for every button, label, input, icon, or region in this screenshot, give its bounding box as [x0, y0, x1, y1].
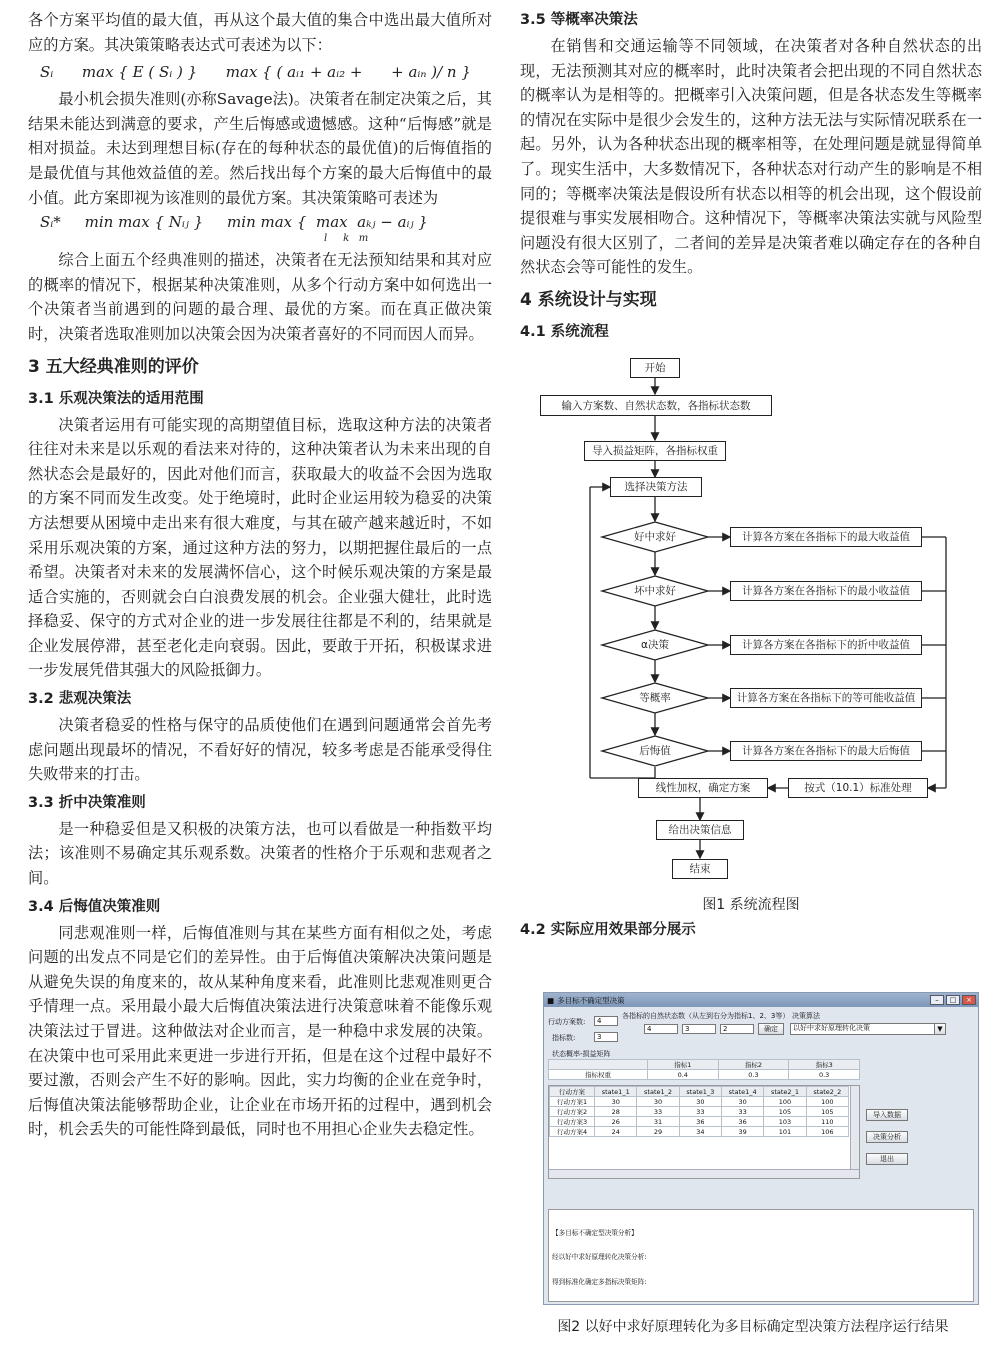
weight-table-row [549, 1070, 860, 1080]
matrix-cell[interactable]: 33 [722, 1107, 764, 1117]
matrix-vertical-scrollbar[interactable] [850, 1086, 859, 1170]
weight-cell[interactable]: 指标权重 [549, 1070, 648, 1080]
weight-cell[interactable]: 0.3 [718, 1070, 789, 1080]
matrix-cell[interactable]: 行动方案2 [550, 1107, 595, 1117]
flowchart-connectors [520, 350, 982, 890]
payoff-matrix-table [549, 1086, 849, 1137]
matrix-cell[interactable]: 26 [595, 1117, 637, 1127]
matrix-cell[interactable]: 36 [679, 1117, 721, 1127]
confirm-button[interactable]: 确定 [758, 1023, 784, 1035]
matrix-cell[interactable]: 29 [637, 1127, 679, 1137]
matrix-header-cell: state1_4 [722, 1087, 764, 1097]
app-title: 多目标不确定型决策 [557, 995, 625, 1005]
matrix-panel [548, 1085, 860, 1179]
formula-min-max-regret: Sᵢ* min max { Nᵢⱼ } min max { max aₖⱼ − aᵢⱼ } [40, 213, 428, 232]
matrix-header-cell: state2_2 [806, 1087, 848, 1097]
label-action-count: 行动方案数: [548, 1018, 586, 1026]
index-count-input[interactable]: 3 [594, 1032, 618, 1042]
weight-header-cell: 指标2 [718, 1060, 789, 1070]
section-3-heading: 3 五大经典准则的评价 [28, 356, 199, 377]
app-titlebar [544, 993, 978, 1007]
matrix-cell[interactable]: 行动方案3 [550, 1117, 595, 1127]
flow-end: 结束 [672, 859, 728, 879]
state-count-input-3[interactable]: 2 [720, 1024, 754, 1034]
flow-process-equal-gain: 计算各方案在各指标下的等可能收益值 [730, 688, 922, 708]
matrix-cell[interactable]: 39 [722, 1127, 764, 1137]
weight-header-cell: 指标1 [647, 1060, 718, 1070]
weight-table [548, 1059, 860, 1080]
section-4-2-heading: 4.2 实际应用效果部分展示 [520, 921, 696, 938]
section-3-4-paragraph: 同悲观准则一样，后悔值准则与其在某些方面有相似之处，考虑问题的出发点不同是它们的差异性。由于后悔值决策解决决策问题是从避免失误的角度来的，故从某种角度来看，此准则比悲观准则更合乎情理一点。采用最小最大后悔值决策法进行决策意味着不能像乐观决策法过于冒进。这种做法对企业而言，是一种稳中求发展的决策。在决策中也可采用此来更进一步进行开拓，但是在这个过程中最好不要过激，否则会产生不好的影响。因此，实力均衡的企业在竞争时，后悔值决策法能够帮助企业，让企业在市场开拓的过程中，遇到机会时，机会丢失的可能性降到最低，同时也不用担心企业失去稳定性。 [28, 923, 492, 1139]
flow-process-max-gain: 计算各方案在各指标下的最大收益值 [730, 527, 922, 547]
flow-process-max-regret: 计算各方案在各指标下的最大后悔值 [730, 741, 922, 761]
flow-start: 开始 [630, 358, 680, 378]
section-3-2-paragraph: 决策者稳妥的性格与保守的品质使他们在遇到问题通常会首先考虑问题出现最坏的情况，不看好好的情况，较多考虑是否能承受得住失败带来的打击。 [28, 716, 492, 784]
section-3-1-paragraph: 决策者运用有可能实现的高期望值目标，选取这种方法的决策者往往对未来是以乐观的看法来对待的，这种决策者认为未来出现的自然状态会是最好的，因此对他们而言，获取最大的收益不会因为选取的方案不同而发生改变。处于绝境时，此时企业运用较为稳妥的决策方法想要从困境中走出来有很大难度，与其在破产越来越近时，不如采用乐观决策的方案，通过这种方法的努力，以期把握住最后的一点希望。决策者对未来的发展满怀信心，这个时候乐观决策的方案是最适合实施的，否则就会白白浪费发展的机会。企业强大健壮，此时选择稳妥、保守的方式对企业的进一步发展往往都是不利的，结果就是企业发展停滞，甚至老化走向衰弱。因此，要敢于开拓，积极谋求进一步发展凭借其强大的风险抵御力。 [28, 415, 492, 680]
formula-subscripts: l k m [324, 233, 369, 245]
figure-1-caption: 图1 系统流程图 [702, 896, 800, 913]
matrix-cell[interactable]: 33 [637, 1107, 679, 1117]
section-3-1-heading: 3.1 乐观决策法的适用范围 [28, 390, 204, 407]
weight-table-header [549, 1060, 860, 1070]
flow-decision-optimistic: 好中求好 [634, 531, 676, 544]
flow-input: 输入方案数、自然状态数，各指标状态数 [540, 395, 772, 416]
close-icon[interactable]: × [962, 995, 976, 1005]
exit-button[interactable]: 退出 [866, 1153, 908, 1165]
figure-2-caption: 图2 以好中求好原理转化为多目标确定型决策方法程序运行结果 [557, 1319, 949, 1335]
matrix-cell[interactable]: 24 [595, 1127, 637, 1137]
flow-decision-regret: 后悔值 [639, 745, 671, 758]
matrix-cell[interactable]: 30 [637, 1097, 679, 1107]
matrix-header-cell: state1_3 [679, 1087, 721, 1097]
maximize-icon[interactable]: □ [946, 995, 960, 1005]
matrix-cell[interactable]: 30 [722, 1097, 764, 1107]
matrix-cell[interactable]: 行动方案1 [550, 1097, 595, 1107]
right-column [520, 8, 982, 944]
label-matrix: 状态概率-损益矩阵 [552, 1050, 611, 1058]
matrix-cell[interactable]: 101 [764, 1127, 806, 1137]
matrix-cell[interactable]: 105 [764, 1107, 806, 1117]
flow-linear-weighting: 线性加权，确定方案 [638, 778, 768, 798]
label-index-count: 指标数: [552, 1034, 576, 1042]
matrix-header-cell: state2_1 [764, 1087, 806, 1097]
label-state-counts: 各指标的自然状态数（从左到右分为指标1、2、3等） [622, 1012, 790, 1020]
table-row [550, 1097, 849, 1107]
section-3-4-heading: 3.4 后悔值决策准则 [28, 898, 161, 915]
matrix-cell[interactable]: 30 [679, 1097, 721, 1107]
matrix-horizontal-scrollbar[interactable] [549, 1169, 859, 1178]
analyze-button[interactable]: 决策分析 [866, 1131, 908, 1143]
matrix-cell[interactable]: 30 [595, 1097, 637, 1107]
flow-import-matrix: 导入损益矩阵，各指标权重 [584, 441, 726, 461]
section-3-5-heading: 3.5 等概率决策法 [520, 12, 638, 28]
analysis-output-area[interactable] [548, 1209, 974, 1302]
algorithm-select[interactable] [790, 1023, 946, 1035]
output-line: 【多目标不确定型决策分析】 [552, 1228, 638, 1237]
matrix-header-cell: 行动方案 [550, 1087, 595, 1097]
section-3-2-heading: 3.2 悲观决策法 [28, 691, 132, 708]
flow-choose-method: 选择决策方法 [610, 477, 702, 497]
algorithm-selected-value: 以好中求好原理转化决策 [793, 1024, 870, 1032]
flow-output-decision: 给出决策信息 [656, 820, 744, 840]
section-4-1-heading: 4.1 系统流程 [520, 323, 609, 340]
output-line: 得到标准化确定多指标决策矩阵: [552, 1278, 647, 1287]
flow-decision-equal-probability: 等概率 [639, 692, 671, 705]
matrix-header-row [550, 1087, 849, 1097]
matrix-header-cell: state1_1 [595, 1087, 637, 1097]
state-count-input-2[interactable]: 3 [682, 1024, 716, 1034]
weight-header-cell [549, 1060, 648, 1070]
matrix-cell[interactable]: 100 [806, 1097, 848, 1107]
matrix-cell[interactable]: 31 [637, 1117, 679, 1127]
section-3-3-paragraph: 是一种稳妥但是又积极的决策方法，也可以看做是一种指数平均法；该准则不易确定其乐观系数。决策者的性格介于乐观和悲观者之间。 [28, 819, 492, 888]
flow-decision-pessimistic: 坏中求好 [634, 585, 676, 598]
matrix-cell[interactable]: 103 [764, 1117, 806, 1127]
left-column [28, 8, 492, 1142]
summary-paragraph: 综合上面五个经典准则的描述，决策者在无法预知结果和其对应的概率的情况下，根据某种决策准则，从多个行动方案中如何选出一个决策者当前遇到的问题的最合理、最优的方案。而在真正做决策时，决策者选取准则加以决策会因为决策者喜好的不同而因人而异。 [28, 251, 492, 343]
matrix-cell[interactable]: 28 [595, 1107, 637, 1117]
formula-max-average: Sᵢ max { E ( Sᵢ ) } max { ( aᵢ₁ + aᵢ₂ + + aᵢₙ )/ n } [40, 63, 471, 82]
state-count-input-1[interactable]: 4 [644, 1024, 678, 1034]
matrix-header-cell: state1_2 [637, 1087, 679, 1097]
action-count-input[interactable]: 4 [594, 1016, 618, 1026]
flow-normalize: 按式（10.1）标准处理 [788, 778, 928, 798]
matrix-cell[interactable]: 110 [806, 1117, 848, 1127]
minimize-icon[interactable]: – [930, 995, 944, 1005]
import-data-button[interactable]: 导入数据 [866, 1109, 908, 1121]
intro-paragraph: 各个方案平均值的最大值，再从这个最大值的集合中选出最大值所对应的方案。其决策策略表达式可表述为以下： [28, 11, 492, 54]
label-algorithm: 决策算法 [792, 1012, 820, 1020]
flow-decision-alpha: α决策 [641, 639, 669, 652]
matrix-cell[interactable]: 行动方案4 [550, 1127, 595, 1137]
section-3-3-heading: 3.3 折中决策准则 [28, 794, 146, 811]
output-line: 经以好中求好原理转化决策分析: [552, 1253, 647, 1262]
table-row [550, 1127, 849, 1137]
matrix-cell[interactable]: 36 [722, 1117, 764, 1127]
section-4-heading: 4 系统设计与实现 [520, 289, 657, 310]
matrix-cell[interactable]: 106 [806, 1127, 848, 1137]
chevron-down-icon[interactable]: ▼ [934, 1023, 946, 1035]
matrix-cell[interactable]: 100 [764, 1097, 806, 1107]
weight-header-cell: 指标3 [789, 1060, 860, 1070]
section-3-5-paragraph: 在销售和交通运输等不同领域，在决策者对各种自然状态的出现，无法预测其对应的概率时，此时决策者会把出现的不同自然状态的概率认为是相等的。把概率引入决策问题，但是各状态发生等概率的情况在实际中是很少会发生的，这种方法无法与实际情况联系在一起。另外，认为各种状态出现的概率相等，在处理问题是就显得简单了。现实生活中，大多数情况下，各种状态对行动产生的影响是不相同的；等概率决策法是假设所有状态以相等的机会出现，这个假设前提很难与事实发展相吻合。这种情况下，等概率决策法实就与风险型问题没有很大区别了，二者间的差异是决策者难以确定存在的各种自然状态会等可能性的发生。 [520, 37, 982, 277]
matrix-cell[interactable]: 105 [806, 1107, 848, 1117]
table-row [550, 1117, 849, 1127]
matrix-cell[interactable]: 33 [679, 1107, 721, 1117]
flow-process-compromise-gain: 计算各方案在各指标下的折中收益值 [730, 635, 922, 655]
app-window [543, 992, 979, 1305]
flow-process-min-gain: 计算各方案在各指标下的最小收益值 [730, 581, 922, 601]
app-icon: ■ [547, 995, 555, 1005]
savage-paragraph: 最小机会损失准则(亦称Savage法)。决策者在制定决策之后，其结果未能达到满意的要求，产生后悔感或遗憾感。这种“后悔感”就是相对损益。未达到理想目标(存在的每种状态的最优值)的后悔值指的是最优值与其他效益值的差。然后找出每个方案的最大后悔值中的最小值。此方案即视为该准则的最优方案。其决策策略可表述为 [28, 90, 492, 207]
weight-cell[interactable]: 0.4 [647, 1070, 718, 1080]
matrix-cell[interactable]: 34 [679, 1127, 721, 1137]
table-row [550, 1107, 849, 1117]
system-flowchart [520, 350, 982, 890]
weight-cell[interactable]: 0.3 [789, 1070, 860, 1080]
